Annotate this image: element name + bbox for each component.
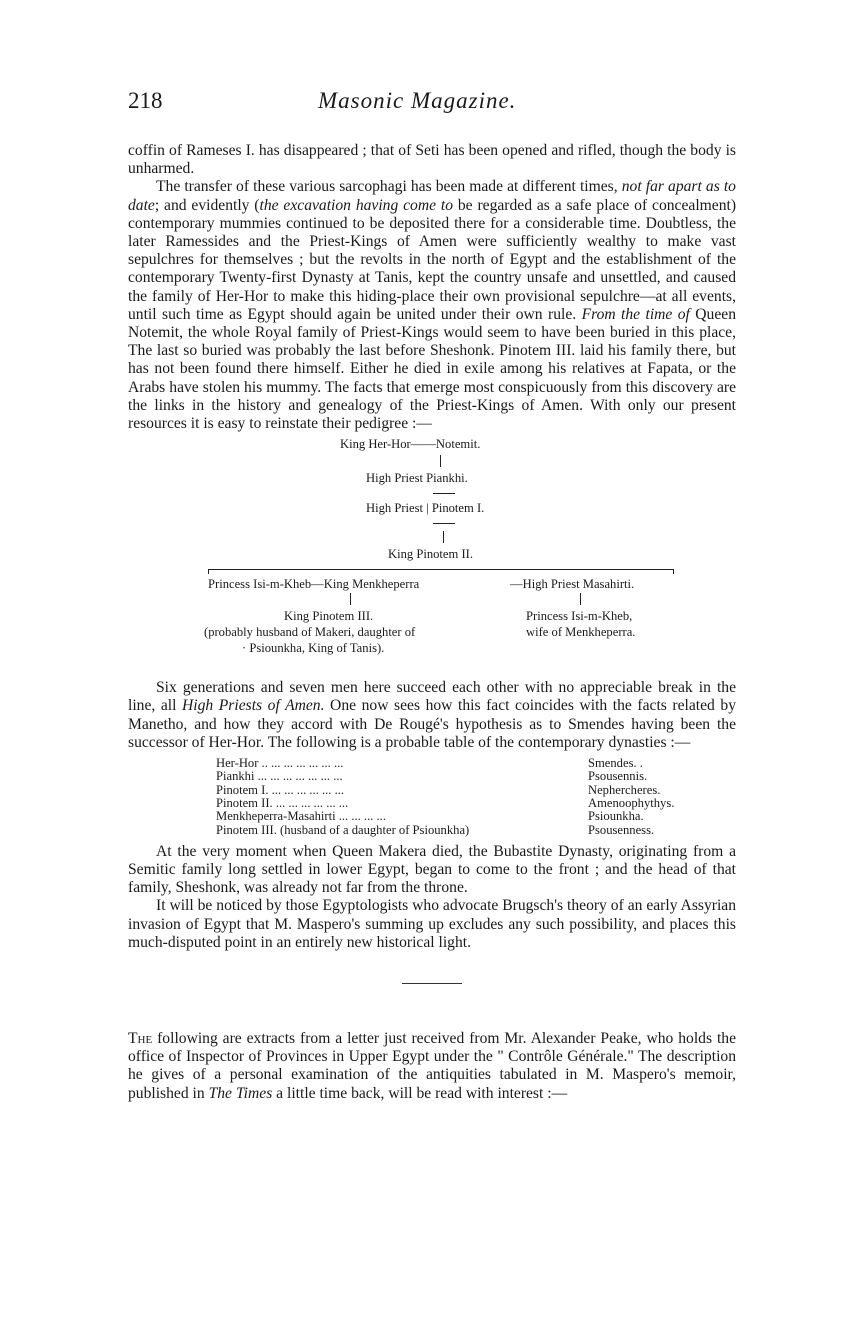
p6-text-b: a little time back, will be read with interest :— <box>272 1084 568 1102</box>
gen-line <box>443 531 444 543</box>
dynasty-right: Nephercheres. <box>588 782 661 797</box>
p6-text-a: following are extracts from a letter just received from Mr. Alexander Peake, who holds the office of Inspector of Provinces in Upper Egypt under the " Contrôle Générale." The description he gives of a personal examination of the antiquities tabulated in M. Maspero's memoir, published in <box>128 1030 736 1102</box>
gen-pinotem-3-note-2: · Psiounkha, King of Tanis). <box>242 641 385 656</box>
gen-line <box>580 593 581 605</box>
paragraph-4 <box>128 843 736 898</box>
gen-line <box>673 569 674 574</box>
p2-text-a: The transfer of these various sarcophagi has been made at different times, <box>156 178 618 196</box>
gen-pinotem-2: King Pinotem II. <box>388 547 474 562</box>
dynasty-right: Amenoophythys. <box>588 795 675 810</box>
paragraph-5 <box>128 897 736 952</box>
dynasty-right: Smendes. . <box>588 756 643 771</box>
p3-text-a: Six generations and seven men here succeed each other with no appreciable break in the line, all <box>128 679 736 715</box>
dynasty-right: Psiounkha. <box>588 809 644 824</box>
paragraph-1-text: coffin of Rameses I. has disappeared ; that of Seti has been opened and rifled, though the body is unharmed. <box>128 142 736 178</box>
p3-italic-b: High Priests of Amen. <box>182 697 325 715</box>
p2-text-e: be regarded as a safe place of concealment) contemporary mummies continued to be deposited there for a considerable time. Doubtless, the later Ramessides and the Priest-Kings of Amen were sufficiently wealthy to make vast sepulchres for themselves ; but the revolts in the north of Egypt and the establishment of the contemporary Twenty-first Dynasty at Tanis, kept the country unsafe and unsettled, and caused the family of Her-Hor to make this hiding-place their own provisional sepulchre—at all events, until such time as Egypt should again be united under their own rule. <box>128 196 737 323</box>
dynasty-left: Pinotem II. ... ... ... ... ... ... <box>216 795 349 810</box>
section-divider <box>402 983 462 984</box>
page-header <box>128 88 738 118</box>
article-body <box>128 142 736 1103</box>
dynasty-left: Pinotem I. ... ... ... ... ... ... <box>216 782 345 797</box>
gen-isimkheb-2-note: wife of Menkheperra. <box>526 625 636 640</box>
dynasty-row <box>216 797 716 810</box>
p6-lead-word: The <box>128 1030 153 1048</box>
gen-her-hor: King Her-Hor——Notemit. <box>340 437 481 452</box>
gen-masahirti: —High Priest Masahirti. <box>510 577 635 592</box>
dynasty-left: Pinotem III. (husband of a daughter of Psiounkha) <box>216 822 470 837</box>
gen-line <box>433 493 455 494</box>
dynasty-row <box>216 757 716 770</box>
gen-piankhi: High Priest Piankhi. <box>366 471 468 486</box>
dynasty-left: Piankhi ... ... ... ... ... ... ... <box>216 769 343 784</box>
dynasty-left: Menkheperra-Masahirti ... ... ... ... <box>216 809 386 824</box>
page-number: 218 <box>128 88 163 113</box>
gen-line <box>208 569 209 574</box>
paragraph-6 <box>128 1030 736 1103</box>
dynasty-row <box>216 810 716 823</box>
p2-italic-f: From the time of <box>581 305 690 323</box>
p6-italic-times: The Times <box>208 1084 273 1102</box>
dynasty-row <box>216 784 716 797</box>
p2-text-g: Queen Notemit, the whole Royal family of Priest-Kings would seem to have been buried in this place, The last so buried was probably the last before Sheshonk. Pinotem III. laid his family there, but has not been found there himself. Either he died in exile among his relatives at Fapata, or the Arabs have stolen his mummy. The facts that emerge most conspicuously from this discovery are the links in the history and genealogy of the Priest-Kings of Amen. With only our present resources it is easy to reinstate their pedigree :— <box>128 305 736 433</box>
gen-pinotem-1: High Priest | Pinotem I. <box>366 501 485 516</box>
p2-text-c: ; and evidently ( <box>154 196 260 214</box>
p2-italic-d: the excavation having come to <box>259 196 454 214</box>
paragraph-2 <box>128 178 736 433</box>
dynasty-right: Psousennis. <box>588 769 648 784</box>
dynasty-row <box>216 770 716 783</box>
gen-pinotem-3: King Pinotem III. <box>284 609 374 624</box>
gen-line <box>350 593 351 605</box>
gen-brace <box>208 569 673 570</box>
gen-isimkheb-2: Princess Isi-m-Kheb, <box>526 609 633 624</box>
paragraph-3 <box>128 679 736 752</box>
p3-text-c: One now sees how this fact coincides with the facts related by Manetho, and how they accord with De Rougé's hypothesis as to Smendes having been the successor of Her-Hor. The following is a probable table of the contemporary dynasties :— <box>128 697 736 751</box>
dynasty-table <box>216 757 716 837</box>
dynasty-left: Her-Hor .. ... ... ... ... ... ... <box>216 756 344 771</box>
p2-italic-b: not far apart as to date <box>128 178 736 214</box>
genealogy-chart <box>128 433 736 679</box>
paragraph-4-text: At the very moment when Queen Makera died, the Bubastite Dynasty, originating from a Semitic family long settled in lower Egypt, began to come to the front ; and the head of that family, Sheshonk, was already not far from the throne. <box>128 842 736 897</box>
dynasty-right: Psousenness. <box>588 822 655 837</box>
running-title: Masonic Magazine. <box>318 88 517 113</box>
gen-line <box>433 523 455 524</box>
paragraph-5-text: It will be noticed by those Egyptologists who advocate Brugsch's theory of an early Assyrian invasion of Egypt that M. Maspero's summing up excludes any such possibility, and places this much-disputed point in an entirely new historical light. <box>128 897 736 951</box>
dynasty-row <box>216 824 716 837</box>
gen-pinotem-3-note-1: (probably husband of Makeri, daughter of <box>204 625 416 640</box>
gen-line <box>440 455 441 467</box>
paragraph-1 <box>128 142 736 178</box>
gen-isimkheb-menkheperra: Princess Isi-m-Kheb—King Menkheperra <box>208 577 420 592</box>
